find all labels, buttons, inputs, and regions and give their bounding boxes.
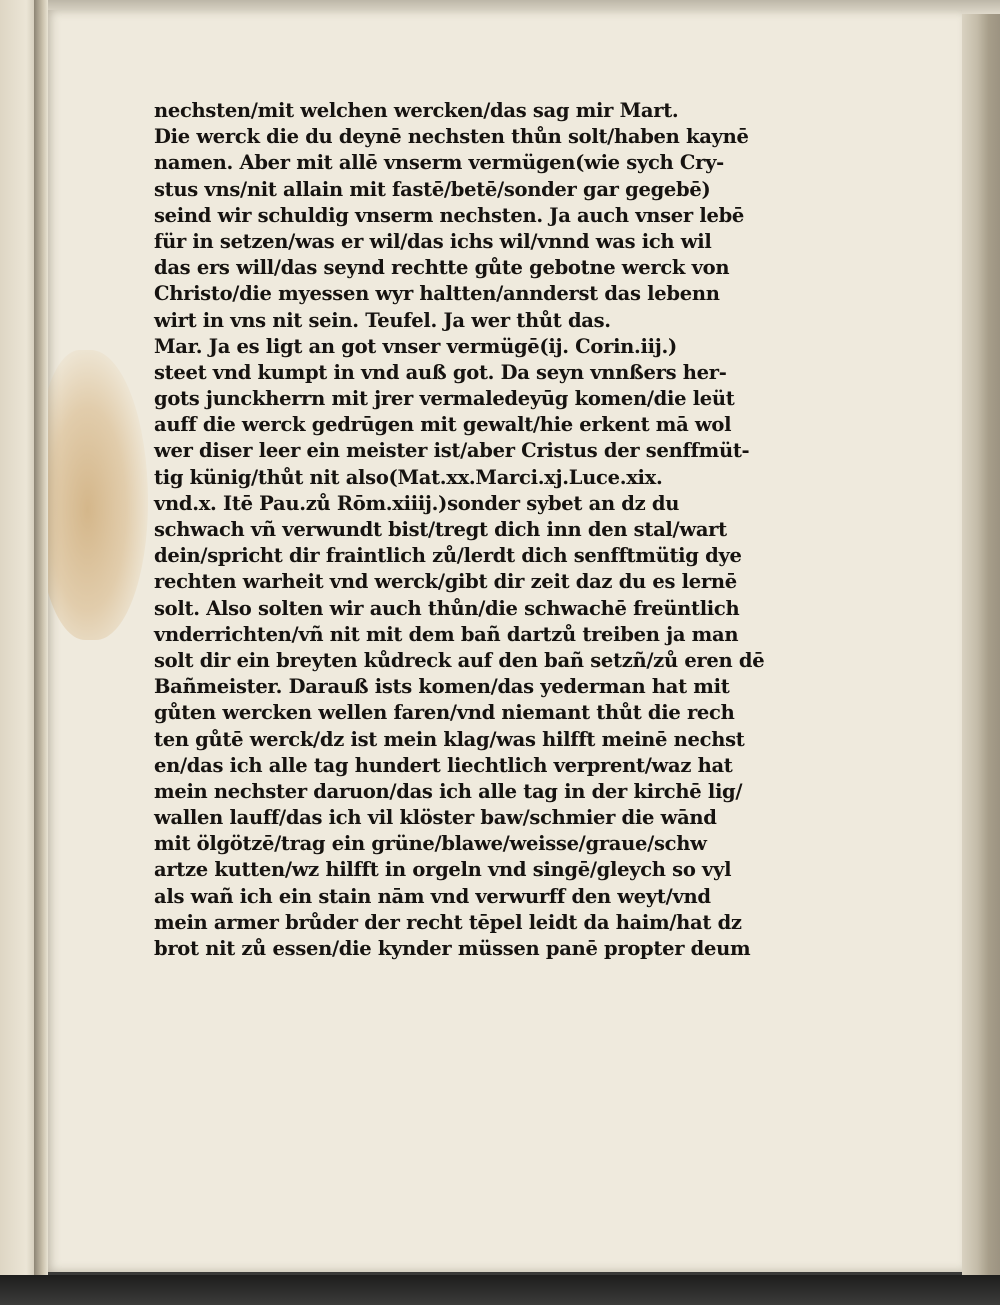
scan-background — [0, 1275, 1000, 1305]
text-line: steet vnd kumpt in vnd auß got. Da seyn vnnßers her- — [154, 360, 727, 384]
text-line: vnd.x. Itē Pau.zů Rōm.xiiij.)sonder sybet an dz du — [154, 491, 680, 515]
text-block — [154, 98, 794, 962]
text-line: solt dir ein breyten kůdreck auf den bañ setzñ/zů eren dē — [154, 648, 765, 672]
text-line: Christo/die myessen wyr haltten/annderst das lebenn — [154, 282, 720, 306]
text-line: stus vns/nit allain mit fastē/betē/sonder gar gegebē) — [154, 177, 711, 201]
text-line: namen. Aber mit allē vnserm vermügen(wie sych Cry- — [154, 151, 724, 175]
text-line: artze kutten/wz hilfft in orgeln vnd singē/gleych so vyl — [154, 858, 732, 882]
text-line: schwach vñ verwundt bist/tregt dich inn den stal/wart — [154, 518, 727, 541]
text-line: ten gůtē werck/dz ist mein klag/was hilfft meinē nechst — [154, 727, 745, 751]
text-line: mein nechster daruon/das ich alle tag in der kirchē lig/ — [154, 779, 743, 803]
text-line: wirt in vns nit sein. Teufel. Ja wer thůt das. — [154, 308, 611, 332]
text-line: mein armer brůder der recht tēpel leidt da haim/hat dz — [154, 910, 742, 934]
text-line: en/das ich alle tag hundert liechtlich verprent/waz hat — [154, 753, 733, 777]
text-line: auff die werck gedrūgen mit gewalt/hie erkent mā wol — [154, 413, 732, 437]
text-line: seind wir schuldig vnserm nechsten. Ja auch vnser lebē — [154, 203, 745, 227]
text-line: tig künig/thůt nit also(Mat.xx.Marci.xj.Luce.xix. — [154, 465, 663, 489]
page-fore-edge — [962, 14, 1000, 1276]
text-line: gots junckherrn mit jrer vermaledeyūg komen/die leüt — [154, 387, 735, 411]
text-line: brot nit zů essen/die kynder müssen panē propter deum — [154, 937, 751, 960]
text-line: vnderrichten/vñ nit mit dem bañ dartzů treiben ja man — [154, 622, 739, 646]
text-line: mit ölgötzē/trag ein grüne/blawe/weisse/graue/schw — [154, 832, 707, 856]
text-line: wer diser leer ein meister ist/aber Cristus der senffmüt- — [154, 439, 750, 463]
water-stain — [38, 350, 148, 640]
text-line: solt. Also solten wir auch thůn/die schwachē freüntlich — [154, 596, 740, 620]
book-gutter — [34, 0, 48, 1292]
text-line: dein/spricht dir fraintlich zů/lerdt dich senfftmütig dye — [154, 544, 742, 568]
book-page — [44, 10, 962, 1272]
text-line: wallen lauff/das ich vil klöster baw/schmier die wānd — [154, 806, 717, 830]
text-line: Bañmeister. Darauß ists komen/das yederman hat mit — [154, 675, 730, 699]
text-line: rechten warheit vnd werck/gibt dir zeit daz du es lernē — [154, 570, 737, 594]
text-line: nechsten/mit welchen wercken/das sag mir Mart. — [154, 99, 679, 122]
text-line: gůten wercken wellen faren/vnd niemant thůt die rech — [154, 701, 735, 725]
text-line: Mar. Ja es ligt an got vnser vermügē(ij. Corin.iij.) — [154, 334, 677, 358]
text-line: Die werck die du deynē nechsten thůn solt/haben kaynē — [154, 125, 749, 149]
text-line: für in setzen/was er wil/das ichs wil/vnnd was ich wil — [154, 229, 712, 253]
text-line: das ers will/das seynd rechtte gůte gebotne werck von — [154, 256, 730, 280]
text-line: als wañ ich ein stain nām vnd verwurff den weyt/vnd — [154, 884, 711, 908]
